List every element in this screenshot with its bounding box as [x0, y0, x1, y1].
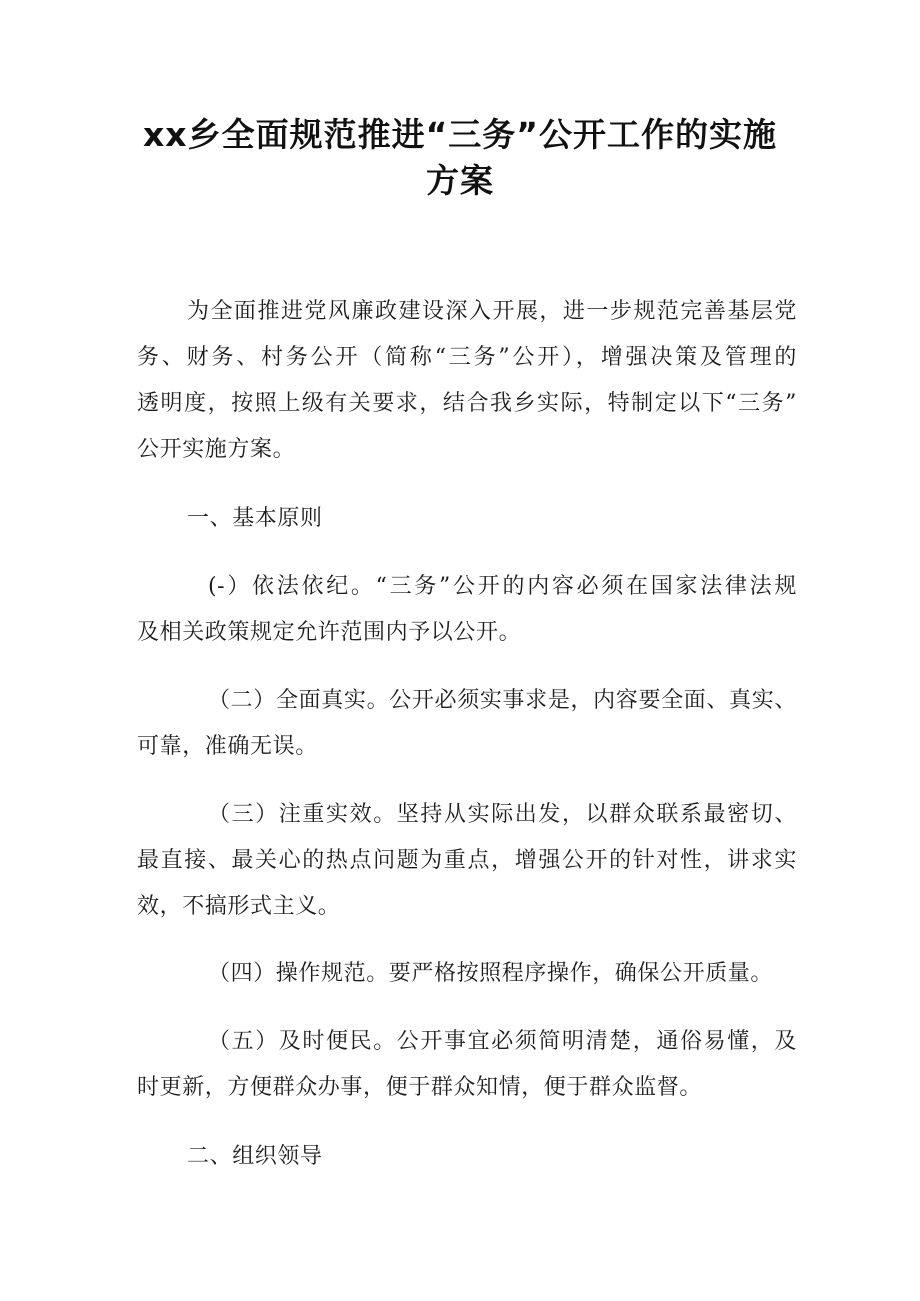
- principle-2-line-2: 可靠，准确无误。: [137, 734, 318, 759]
- principle-3-line-2: 最直接、最关心的热点问题为重点，增强公开的针对性，讲求实: [137, 848, 797, 873]
- section-heading-organization: 二、组织领导: [187, 1144, 323, 1169]
- principle-5-line-2: 时更新，方便群众办事，便于群众知情，便于群众监督。: [137, 1075, 703, 1100]
- section-heading-basic-principles: 一、基本原则: [187, 506, 323, 531]
- intro-paragraph-line-3: 透明度，按照上级有关要求，结合我乡实际，特制定以下“三务”: [137, 391, 797, 416]
- principle-3-line-3: 效，不搞形式主义。: [137, 894, 341, 919]
- principle-3-line-1: （三）注重实效。坚持从实际出发，以群众联系最密切、: [208, 802, 797, 827]
- intro-paragraph-line-2: 务、财务、村务公开（简称“三务”公开），增强决策及管理的: [137, 345, 797, 370]
- intro-paragraph-line-1: 为全面推进党风廉政建设深入开展，进一步规范完善基层党: [187, 299, 797, 324]
- principle-4-line-1: （四）操作规范。要严格按照程序操作，确保公开质量。: [208, 961, 774, 986]
- principle-1-line-1: (-）依法依纪。“三务”公开的内容必须在国家法律法规: [208, 574, 797, 599]
- document-title-line-1: xx乡全面规范推进“三务”公开工作的实施: [143, 115, 777, 154]
- document-title-line-2: 方案: [426, 161, 494, 200]
- principle-5-line-1: （五）及时便民。公开事宜必须简明清楚，通俗易懂，及: [208, 1029, 797, 1054]
- intro-paragraph-line-4: 公开实施方案。: [137, 437, 296, 462]
- principle-2-line-1: （二）全面真实。公开必须实事求是，内容要全面、真实、: [208, 688, 797, 713]
- principle-1-line-2: 及相关政策规定允许范围内予以公开。: [137, 620, 522, 645]
